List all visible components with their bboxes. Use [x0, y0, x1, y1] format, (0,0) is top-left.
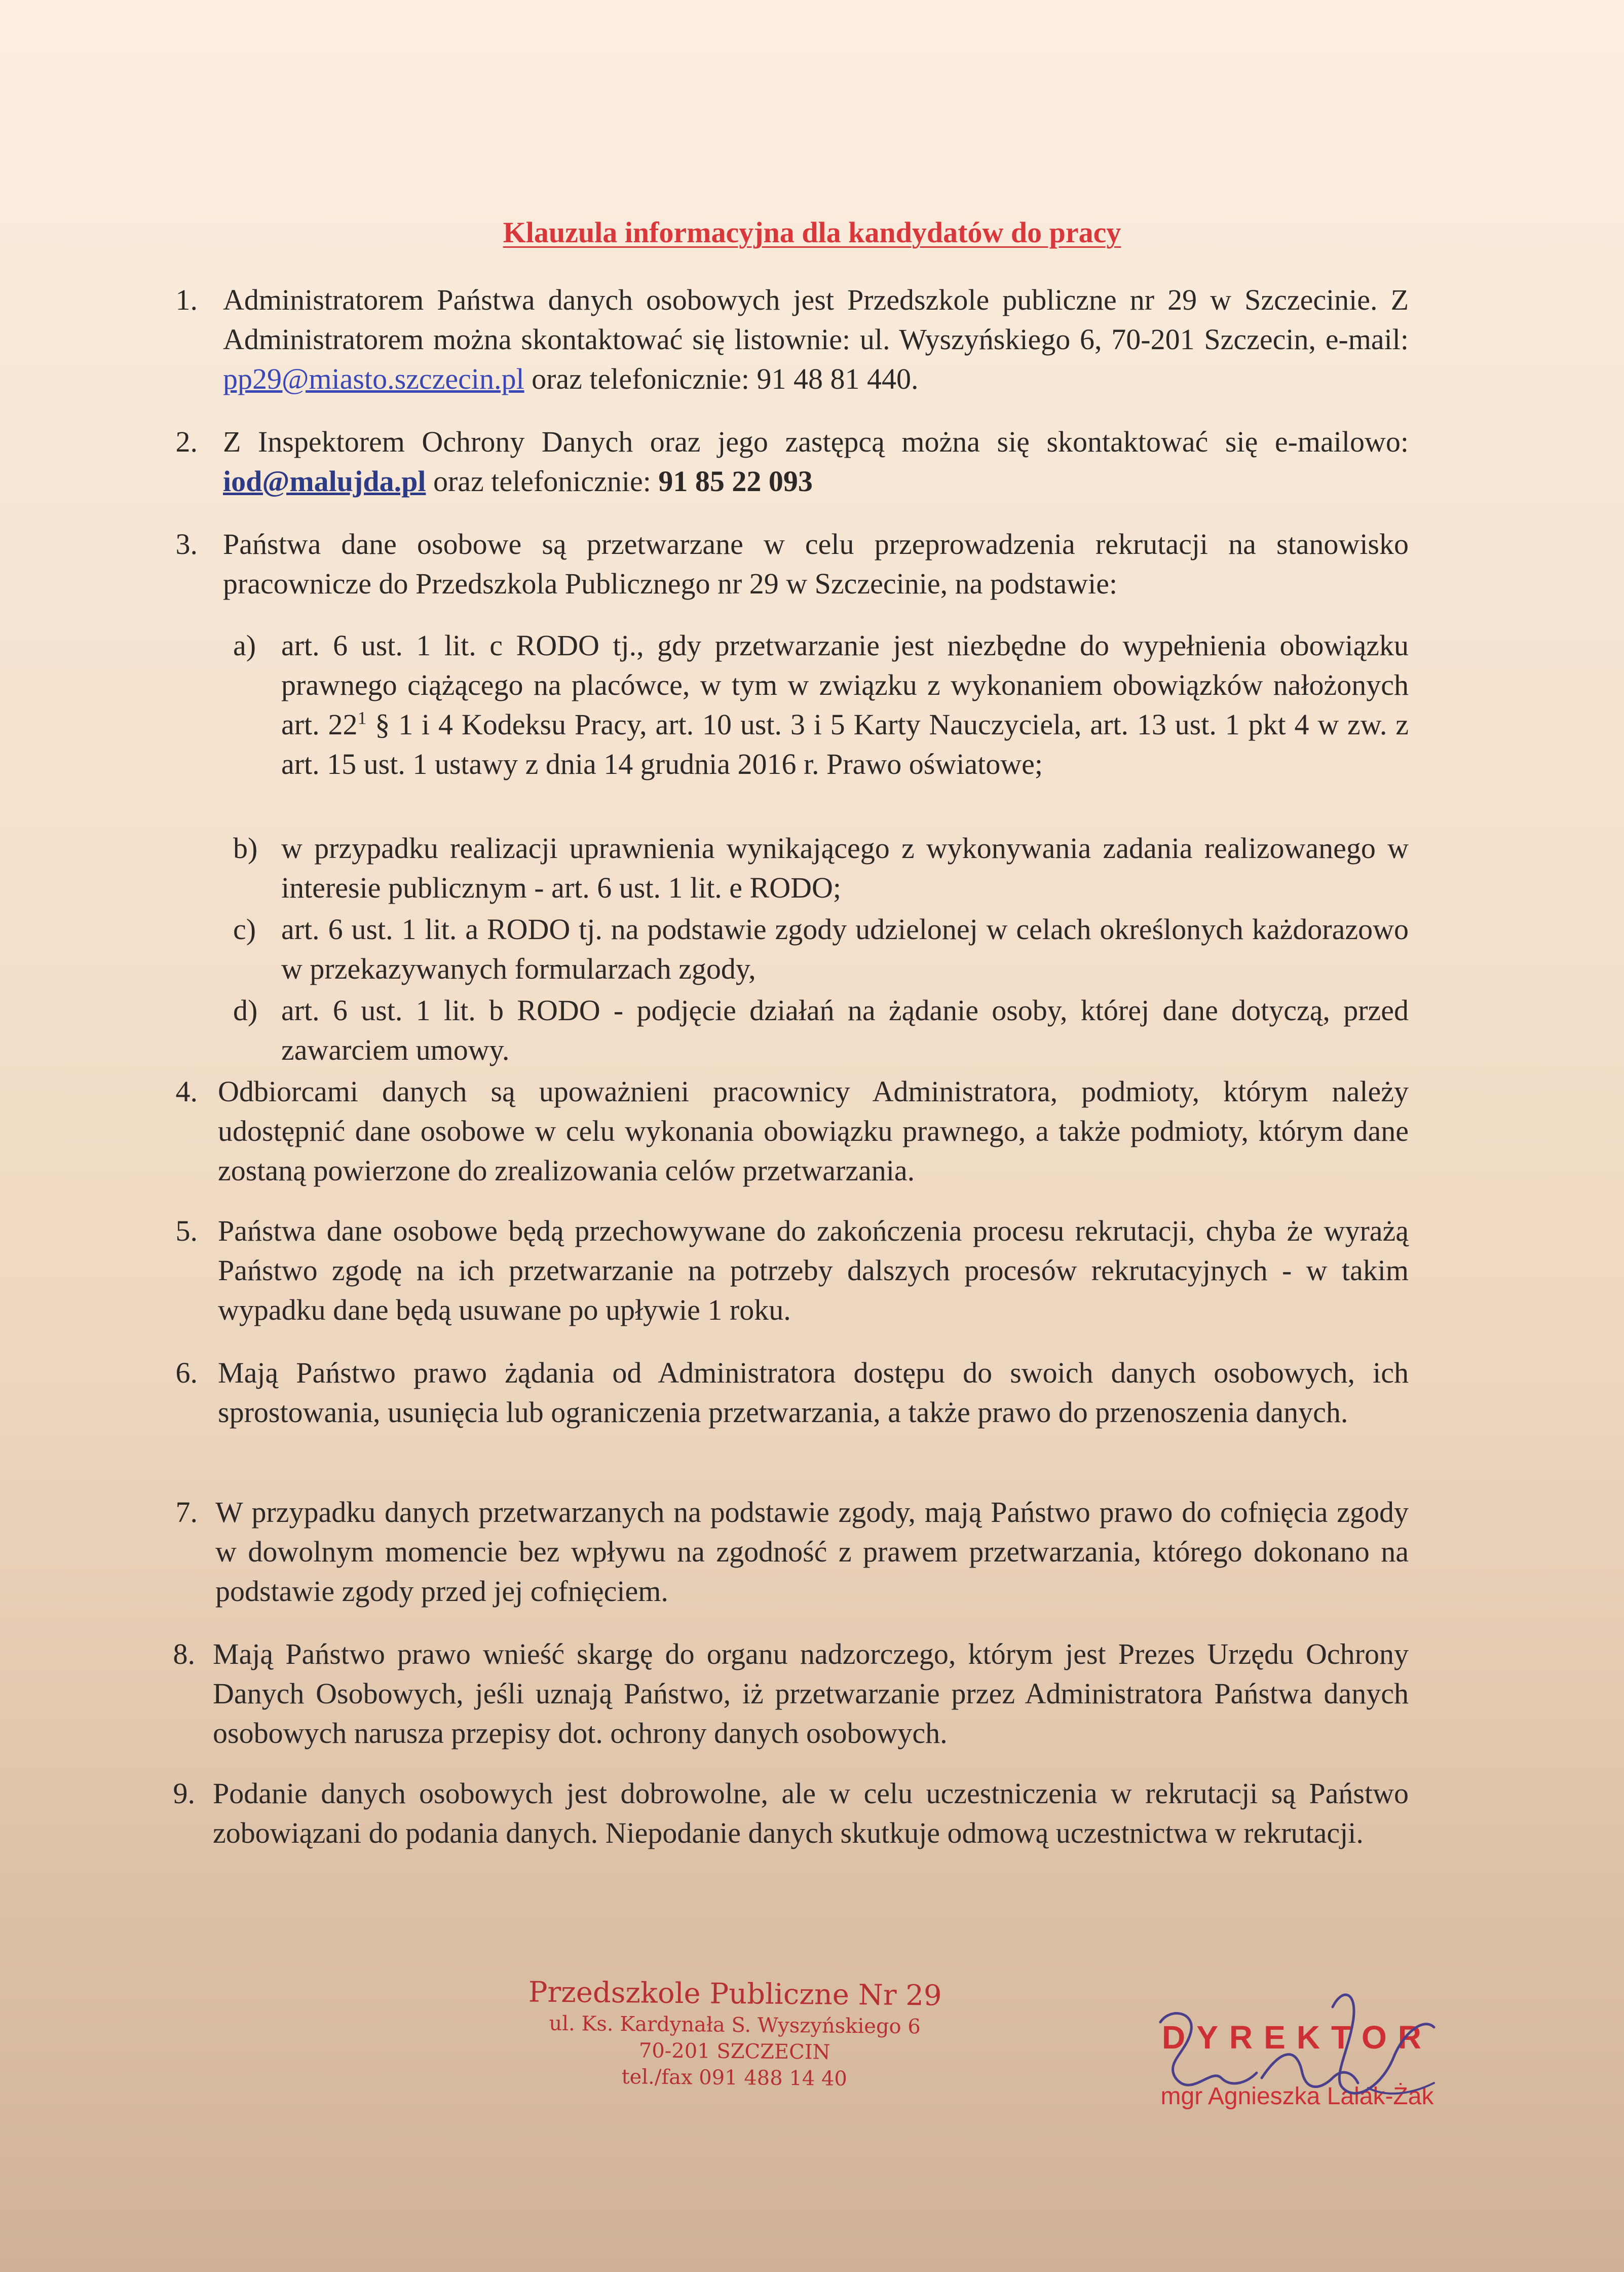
- stamp-line-4: tel./fax 091 488 14 40: [621, 2065, 848, 2091]
- item-2-text: [223, 422, 1409, 501]
- subitem-a-text: [281, 626, 1409, 784]
- item-number: 3.: [175, 528, 198, 561]
- subitem-letter: a): [233, 629, 256, 662]
- item-2-text-a: Z Inspektorem Ochrony Danych oraz jego zastępcą można się skontaktować się e-mailowo:: [223, 425, 1409, 458]
- document-title: Klauzula informacyjna dla kandydatów do pracy: [503, 216, 1121, 249]
- item-number: 4.: [175, 1075, 198, 1108]
- item-number: 6.: [175, 1356, 198, 1389]
- director-title: DYREKTOR: [1162, 2019, 1432, 2056]
- subitem-d-text: art. 6 ust. 1 lit. b RODO - podjęcie działań na żądanie osoby, której dane dotyczą, przed zawarciem umowy.: [281, 994, 1409, 1066]
- stamp-line-1: Przedszkole Publiczne Nr 29: [528, 1976, 942, 2013]
- subitem-letter: d): [233, 994, 258, 1027]
- subitem-b-text: w przypadku realizacji uprawnienia wynikającego z wykonywania zadania realizowanego w interesie publicznym - art. 6 ust. 1 lit. e RODO;: [281, 832, 1409, 904]
- item-number: 2.: [175, 425, 198, 458]
- stamp-line-2: ul. Ks. Kardynała S. Wyszyńskiego 6: [549, 2012, 921, 2039]
- item-3-text: Państwa dane osobowe są przetwarzane w celu przeprowadzenia rekrutacji na stanowisko pracownicze do Przedszkola Publicznego nr 29 w Szczecinie, na podstawie:: [223, 528, 1409, 600]
- signature-icon: [1130, 1977, 1444, 2129]
- item-1-text: [223, 280, 1409, 399]
- item-number: 8.: [173, 1637, 195, 1670]
- stamp-line-3: 70-201 SZCZECIN: [638, 2039, 830, 2064]
- subitem-a-text-a: art. 6 ust. 1 lit. c RODO tj., gdy przetwarzanie jest niezbędne do wypełnienia obowiązku prawnego ciążącego na placówce, w tym w związku z wykonaniem obowiązków nałożonych art. 22: [281, 629, 1409, 741]
- institution-stamp: [506, 1975, 963, 2093]
- subitem-c-text: art. 6 ust. 1 lit. a RODO tj. na podstawie zgody udzielonej w celach określonych każdorazowo w przekazywanych formularzach zgody,: [281, 913, 1409, 985]
- subitem-letter: c): [233, 913, 256, 946]
- item-number: 1.: [175, 283, 198, 316]
- item-1-text-b: oraz telefonicznie: 91 48 81 440.: [524, 362, 919, 395]
- item-7-text: W przypadku danych przetwarzanych na podstawie zgody, mają Państwo prawo do cofnięcia zgody w dowolnym momencie bez wpływu na zgodność z prawem przetwarzania, którego dokonano na podstawie zgody przed jej cofnięciem.: [215, 1496, 1409, 1608]
- item-number: 7.: [175, 1496, 198, 1529]
- item-number: 9.: [173, 1777, 195, 1810]
- iod-phone: 91 85 22 093: [658, 465, 813, 498]
- item-5-text: Państwa dane osobowe będą przechowywane do zakończenia procesu rekrutacji, chyba że wyrażą Państwo zgodę na ich przetwarzanie na potrzeby dalszych procesów rekrutacyjnych - w takim wypadku dane będą usuwane po upływie 1 roku.: [218, 1214, 1409, 1326]
- item-1-text-a: Administratorem Państwa danych osobowych jest Przedszkole publiczne nr 29 w Szczecinie. Z Administratorem można skontaktować się listownie: ul. Wyszyńskiego 6, 70-201 Szczecin, e-mail:: [223, 283, 1409, 356]
- item-9-text: Podanie danych osobowych jest dobrowolne, ale w celu uczestniczenia w rekrutacji są Państwo zobowiązani do podania danych. Niepodanie danych skutkuje odmową uczestnictwa w rekrutacji.: [213, 1777, 1409, 1849]
- admin-email-link[interactable]: pp29@miasto.szczecin.pl: [223, 362, 524, 395]
- item-8-text: Mają Państwo prawo wnieść skargę do organu nadzorczego, którym jest Prezes Urzędu Ochrony Danych Osobowych, jeśli uznają Państwo, iż przetwarzanie przez Administratora Państwa danych osobowych narusza przepisy dot. ochrony danych osobowych.: [213, 1637, 1409, 1749]
- item-4-text: Odbiorcami danych są upoważnieni pracownicy Administratora, podmioty, którym należy udostępnić dane osobowe w celu wykonania obowiązku prawnego, a także podmioty, którym dane zostaną powierzone do zrealizowania celów przetwarzania.: [218, 1075, 1409, 1187]
- item-2-text-b: oraz telefonicznie:: [426, 465, 659, 498]
- director-name: mgr Agnieszka Lalak-Żak: [1160, 2083, 1434, 2110]
- iod-email-link[interactable]: iod@malujda.pl: [223, 465, 426, 498]
- superscript: 1: [357, 707, 367, 728]
- item-6-text: Mają Państwo prawo żądania od Administratora dostępu do swoich danych osobowych, ich sprostowania, usunięcia lub ograniczenia przetwarzania, a także prawo do przenoszenia danych.: [218, 1356, 1409, 1429]
- item-number: 5.: [175, 1214, 198, 1247]
- subitem-letter: b): [233, 832, 258, 865]
- subitem-a-text-b: § 1 i 4 Kodeksu Pracy, art. 10 ust. 3 i 5 Karty Nauczyciela, art. 13 ust. 1 pkt 4 w zw. z art. 15 ust. 1 ustawy z dnia 14 grudnia 2016 r. Prawo oświatowe;: [281, 708, 1409, 780]
